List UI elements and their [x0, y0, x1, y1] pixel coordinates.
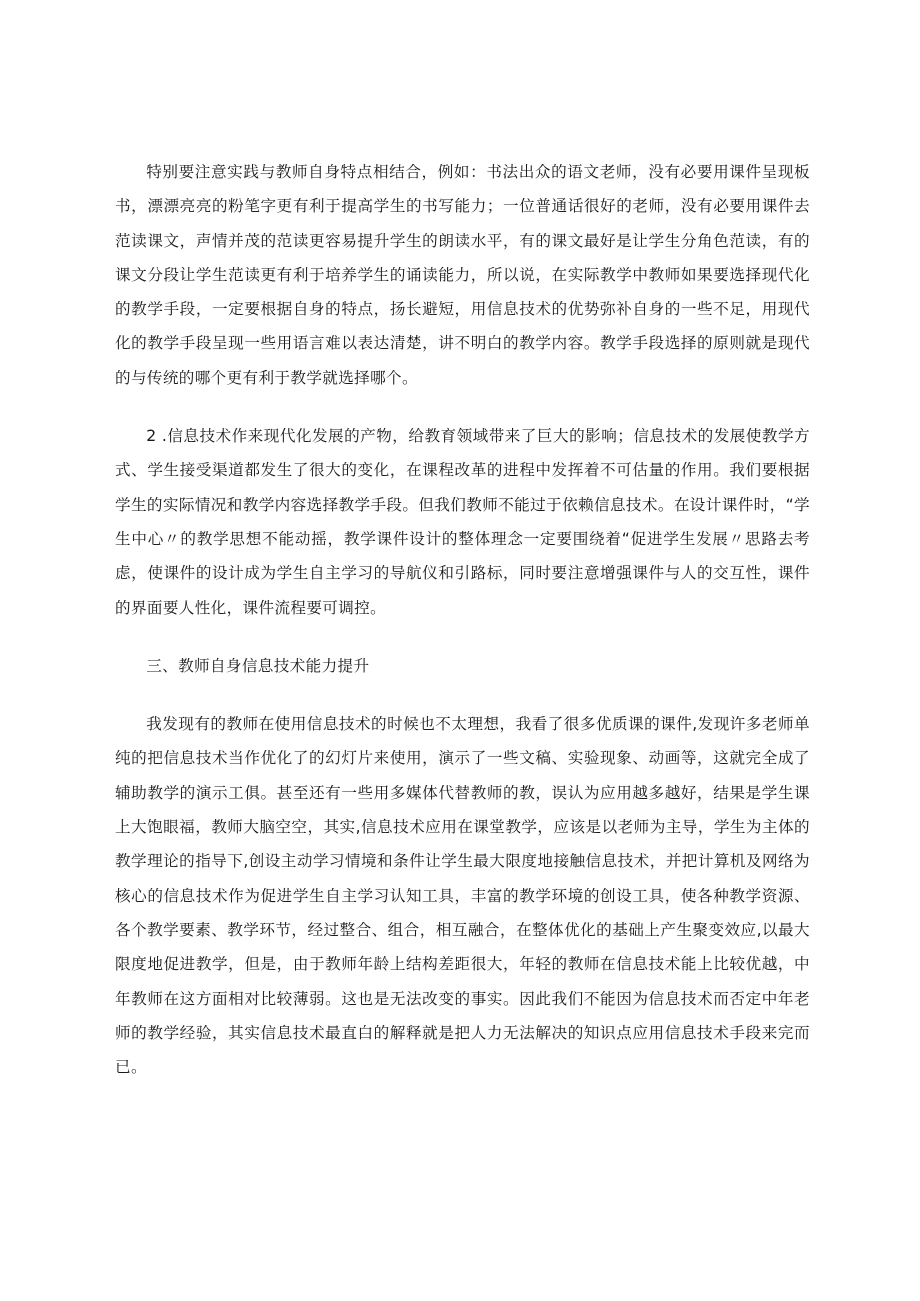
paragraph-teacher-strengths: 特别要注意实践与教师自身特点相结合，例如：书法出众的语文老师，没有必要用课件呈现板书，漂漂亮亮的粉笔字更有利于提高学生的书写能力；一位普通话很好的老师，没有必要用课件去范读课文，声情并茂的范读更容易提升学生的朗读水平，有的课文最好是让学生分角色范读，有的课文分段让学生范读更有利于培养学生的诵读能力，所以说，在实际教学中教师如果要选择现代化的教学手段，一定要根据自身的特点，扬长避短，用信息技术的优势弥补自身的一些不足，用现代化的教学手段呈现一些用语言难以表达清楚，讲不明白的教学内容。教学手段选择的原则就是现代的与传统的哪个更有利于教学就选择哪个。	[115, 163, 810, 387]
paragraph-teacher-it-ability: 我发现有的教师在使用信息技术的时候也不太理想，我看了很多优质课的课件,发现许多老师单纯的把信息技术当作优化了的幻灯片来使用，演示了一些文稿、实验现象、动画等，这就完全成了辅助教学的演示工俱。甚至还有一些用多媒体代替教师的教，误认为应用越多越好，结果是学生课上大饱眼福，教师大脑空空，其实,信息技术应用在课堂教学，应该是以老师为主导，学生为主体的教学理论的指导下,创设主动学习情境和条件让学生最大限度地接触信息技术，并把计算机及网络为核心的信息技术作为促进学生自主学习认知工具，丰富的教学环境的创设工具，使各种教学资源、各个教学要素、教学环节，经过整合、组合，相互融合，在整体优化的基础上产生聚变效应,以最大限度地促进教学，但是，由于教师年龄上结构差距很大，年轻的教师在信息技术能上比较优越，中年教师在这方面相对比较薄弱。这也是无法改变的事实。因此我们不能因为信息技术而否定中年老师的教学经验，其实信息技术最直白的解释就是把人力无法解决的知识点应用信息技术手段来完而已。	[115, 715, 810, 1077]
paragraph-information-technology: 2 .信息技术作来现代化发展的产物，给教育领域带来了巨大的影响；信息技术的发展使教学方式、学生接受渠道都发生了很大的变化，在课程改革的进程中发挥着不可估量的作用。我们要根据学生的实际情况和教学内容选择教学手段。但我们教师不能过于依赖信息技术。在设计课件时，“学生中心〃的教学思想不能动摇，教学课件设计的整体理念一定要围绕着“促进学生发展〃思路去考虑，使课件的设计成为学生自主学习的导航仪和引路标，同时要注意增强课件与人的交互性，课件的界面要人性化，课件流程要可调控。	[115, 427, 810, 617]
section-heading-3: 三、教师自身信息技术能力提升	[146, 656, 370, 675]
document-body	[115, 155, 810, 1084]
